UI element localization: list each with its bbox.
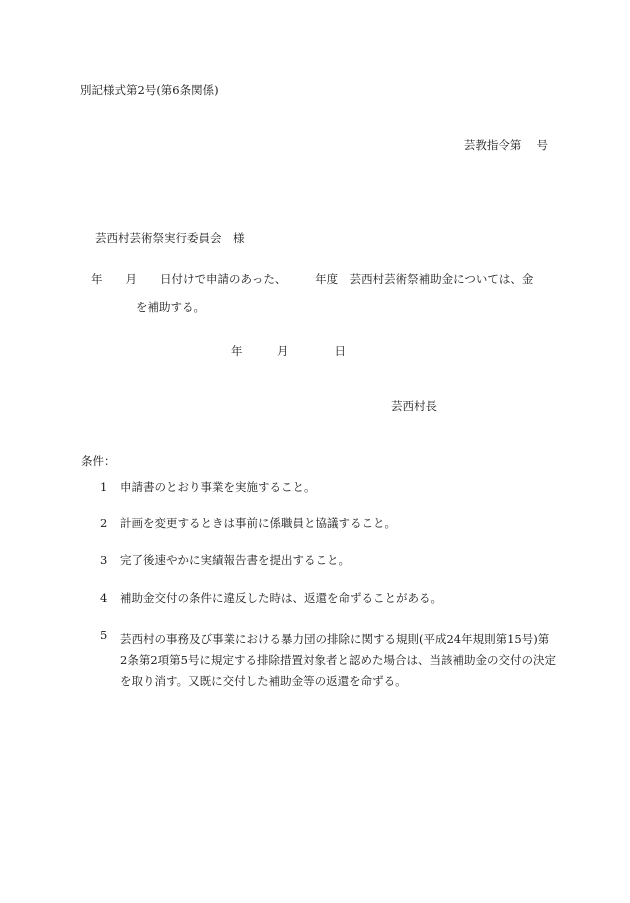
condition-item — [100, 629, 558, 692]
condition-text: 計画を変更するときは事前に係職員と協議すること。 — [120, 516, 396, 530]
condition-number: 4 — [100, 591, 108, 605]
condition-text — [120, 629, 558, 692]
body-text-line-2: を補助する。 — [136, 300, 205, 314]
condition-item — [100, 481, 316, 495]
issuer-name: 芸西村長 — [391, 399, 437, 413]
body-text-line-1: 年 月 日付けで申請のあった、 年度 芸西村芸術祭補助金については、金 — [91, 272, 534, 286]
addressee: 芸西村芸術祭実行委員会 様 — [95, 231, 245, 245]
condition-item — [100, 554, 350, 568]
condition-text-line: 2条第2項第5号に規定する排除措置対象者と認めた場合は、当該補助金の交付の決定 — [120, 653, 556, 667]
conditions-heading: 条件： — [81, 454, 116, 468]
issue-date: 年 月 日 — [231, 344, 346, 358]
condition-number: 2 — [100, 516, 108, 530]
condition-number: 3 — [100, 553, 108, 567]
condition-item — [100, 592, 442, 606]
condition-text-line: を取り消す。又既に交付した補助金等の返還を命ずる。 — [120, 674, 407, 688]
form-label: 別記様式第2号(第6条関係) — [80, 83, 219, 97]
condition-number: 5 — [100, 628, 108, 642]
condition-text: 完了後速やかに実績報告書を提出すること。 — [120, 553, 350, 567]
condition-text: 補助金交付の条件に違反した時は、返還を命ずることがある。 — [120, 591, 442, 605]
document-number: 芸教指令第 号 — [463, 138, 548, 152]
condition-item — [100, 517, 396, 531]
condition-number: 1 — [100, 480, 108, 494]
condition-text: 申請書のとおり事業を実施すること。 — [120, 480, 316, 494]
condition-text-line: 芸西村の事務及び事業における暴力団の排除に関する規則(平成24年規則第15号)第 — [120, 632, 550, 646]
